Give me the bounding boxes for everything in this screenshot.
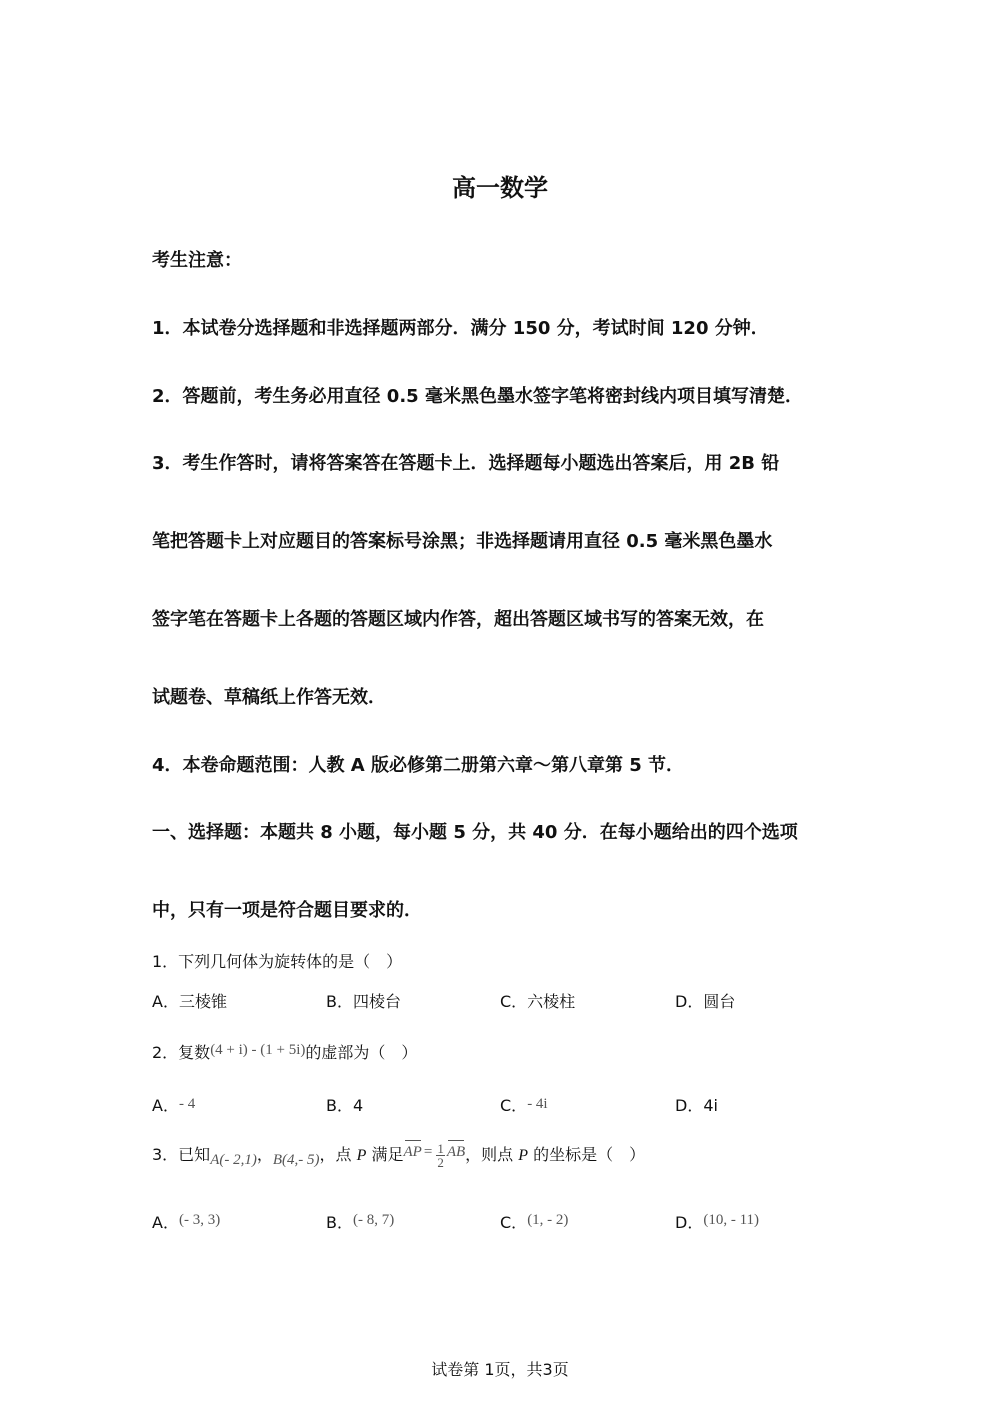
- page-title: 高一数学: [452, 174, 548, 202]
- option-label: A．: [152, 1096, 179, 1115]
- question-3-option-b: [326, 1210, 394, 1233]
- question-3-text: ，点: [319, 1145, 352, 1164]
- fraction-denominator: 2: [437, 1155, 444, 1170]
- option-label: C．: [500, 1213, 528, 1232]
- option-value: 4i: [703, 1096, 718, 1115]
- section-heading-line-1: 一、选择题：本题共 8 小题，每小题 5 分，共 40 分．在每小题给出的四个选项: [152, 822, 798, 843]
- notice-item-3-line-2: 笔把答题卡上对应题目的答案标号涂黑；非选择题请用直径 0.5 毫米黑色墨水: [152, 531, 773, 552]
- question-2-option-c: [500, 1093, 548, 1116]
- question-2-option-a: [152, 1093, 195, 1116]
- question-3-text: ，则点: [465, 1145, 514, 1164]
- option-label: C．: [500, 1096, 528, 1115]
- notice-item-4: 4．本卷命题范围：人教 A 版必修第二册第六章～第八章第 5 节．: [152, 755, 685, 776]
- option-value: 4: [352, 1096, 364, 1115]
- question-1-option-d: D．圆台: [675, 992, 736, 1011]
- option-label: B．: [326, 1213, 353, 1232]
- question-2-expression: (4 + i) - (1 + 5i): [210, 1042, 306, 1058]
- question-2-stem: [152, 1040, 417, 1063]
- question-2-option-b: [326, 1093, 363, 1116]
- option-value: (1, - 2): [527, 1212, 569, 1228]
- equals-sign: =: [423, 1144, 433, 1160]
- point-b: B(4,- 5): [272, 1152, 320, 1168]
- question-2-prefix: 2．复数: [152, 1043, 211, 1062]
- option-value: - 4i: [527, 1096, 548, 1112]
- notice-item-3-line-1: 3．考生作答时，请将答案答在答题卡上．选择题每小题选出答案后，用 2B 铅: [152, 453, 780, 474]
- section-heading-line-2: 中，只有一项是符合题目要求的．: [152, 900, 422, 921]
- notice-item-3-line-3: 签字笔在答题卡上各题的答题区域内作答，超出答题区域书写的答案无效，在: [152, 609, 764, 630]
- option-label: D．: [675, 1213, 704, 1232]
- option-value: - 4: [178, 1096, 196, 1112]
- notice-item-2: 2．答题前，考生务必用直径 0.5 毫米黑色墨水签字笔将密封线内项目填写清楚．: [152, 386, 803, 407]
- notice-heading: 考生注意：: [152, 250, 242, 271]
- fraction-one-half: [436, 1142, 445, 1169]
- question-1-option-b: B．四棱台: [326, 992, 401, 1011]
- page-footer: 试卷第 1页，共3页: [431, 1360, 569, 1379]
- question-3-option-c: [500, 1210, 568, 1233]
- option-value: (10, - 11): [703, 1212, 760, 1228]
- question-1-stem: 1．下列几何体为旋转体的是（ ）: [152, 952, 403, 971]
- notice-item-3-line-4: 试题卷、草稿纸上作答无效．: [152, 687, 386, 708]
- vector-ab: AB: [446, 1144, 466, 1160]
- notice-item-1: 1．本试卷分选择题和非选择题两部分．满分 150 分，考试时间 120 分钟．: [152, 318, 769, 339]
- question-3-suffix: 的坐标是（ ）: [533, 1145, 646, 1164]
- question-3-stem: [152, 1142, 645, 1169]
- point-p: P: [518, 1147, 529, 1164]
- question-3-prefix: 3．已知: [152, 1145, 211, 1164]
- option-label: A．: [152, 1213, 179, 1232]
- point-a: A(- 2,1): [210, 1152, 257, 1168]
- vector-ap: AP: [403, 1144, 422, 1160]
- question-2-option-d: [675, 1093, 718, 1116]
- question-2-suffix: 的虚部为（ ）: [305, 1043, 418, 1062]
- question-1-option-c: C．六棱柱: [500, 992, 576, 1011]
- option-label: B．: [326, 1096, 353, 1115]
- question-3-text: 满足: [371, 1145, 404, 1164]
- question-1-option-a: A．三棱锥: [152, 992, 227, 1011]
- fraction-numerator: 1: [437, 1141, 444, 1156]
- option-value: (- 8, 7): [352, 1212, 395, 1228]
- separator: ，: [256, 1145, 273, 1164]
- question-3-option-a: [152, 1210, 220, 1233]
- option-value: (- 3, 3): [178, 1212, 221, 1228]
- question-3-option-d: [675, 1210, 759, 1233]
- option-label: D．: [675, 1096, 704, 1115]
- point-p: P: [356, 1147, 367, 1164]
